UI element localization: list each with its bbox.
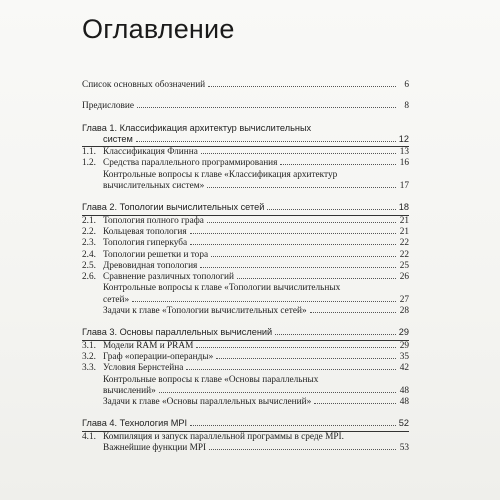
toc-entry[interactable] <box>82 397 409 408</box>
leader-dots <box>201 153 396 154</box>
leader-dots <box>207 222 396 223</box>
chapter-title: Топологии вычислительных сетей <box>119 202 265 213</box>
leader-dots <box>196 347 396 348</box>
toc-entry-text: Список основных обозначений <box>82 80 206 90</box>
section-number: 4.1. <box>82 431 96 442</box>
chapter-prefix: Глава 3. <box>82 327 118 338</box>
toc-page-number: 29 <box>398 327 409 338</box>
leader-dots <box>200 267 396 268</box>
chapter-heading[interactable] <box>82 327 409 338</box>
toc-entry-text-cont: вычислительных систем» <box>103 181 205 192</box>
section-number: 2.6. <box>82 272 96 283</box>
section-number: 3.3. <box>82 363 96 374</box>
section-number: 1.2. <box>82 158 96 169</box>
toc-entry-text-cont: вычислений» <box>103 385 156 396</box>
toc-entry[interactable] <box>82 363 409 374</box>
toc-page-number: 22 <box>399 238 409 249</box>
toc-entry[interactable] <box>82 238 409 249</box>
toc-entry-text: Предисловие <box>82 101 134 112</box>
toc-entry-text: Контрольные вопросы к главе «Основы параллельных <box>103 374 319 385</box>
table-of-contents <box>82 80 409 454</box>
leader-dots <box>190 244 396 245</box>
chapter-heading[interactable] <box>82 418 409 429</box>
page-title: Оглавление <box>82 14 235 44</box>
leader-dots <box>190 233 396 234</box>
bleed-through-text <box>295 0 500 75</box>
toc-entry[interactable] <box>82 443 409 454</box>
toc-entry[interactable] <box>82 80 409 91</box>
toc-page-number: 12 <box>398 133 409 144</box>
chapter-prefix: Глава 2. <box>82 202 118 213</box>
toc-entry[interactable] <box>82 216 409 227</box>
leader-dots <box>208 86 396 87</box>
chapter-title-cont: систем <box>103 133 133 144</box>
section-number: 3.2. <box>82 351 96 362</box>
toc-entry[interactable] <box>82 432 409 443</box>
section-number: 2.2. <box>82 226 96 237</box>
toc-entry-text: Классификация Флинна <box>103 147 198 158</box>
toc-page-number: 17 <box>399 181 409 192</box>
toc-entry[interactable] <box>82 341 409 352</box>
toc-entry[interactable] <box>82 250 409 261</box>
leader-dots <box>132 301 396 302</box>
chapter-title: Технология MPI <box>119 418 188 429</box>
section-number: 2.3. <box>82 238 96 249</box>
toc-entry-text: Сравнение различных топологий <box>103 272 234 283</box>
toc-entry[interactable] <box>82 375 409 398</box>
chapter-prefix: Глава 1. <box>82 122 118 133</box>
toc-entry-text: Задачи к главе «Топологии вычислительных сетей» <box>103 306 307 317</box>
toc-entry[interactable] <box>82 147 409 158</box>
toc-entry[interactable] <box>82 101 409 112</box>
toc-entry-text: Топология полного графа <box>103 215 204 226</box>
leader-dots <box>186 369 396 370</box>
leader-dots <box>216 358 396 359</box>
toc-page-number: 52 <box>398 418 409 429</box>
toc-page-number: 13 <box>399 147 409 158</box>
toc-entry-text: Задачи к главе «Основы параллельных вычислений» <box>103 397 312 408</box>
toc-entry[interactable] <box>82 227 409 238</box>
chapter-prefix: Глава 4. <box>82 418 118 429</box>
section-number: 2.5. <box>82 260 96 271</box>
toc-page-number: 26 <box>399 272 409 283</box>
toc-entry-text: Топологии решетки и тора <box>103 249 209 260</box>
leader-dots <box>209 449 396 450</box>
toc-page-number: 6 <box>404 80 409 90</box>
leader-dots <box>280 164 396 165</box>
section-number: 2.1. <box>82 215 96 226</box>
chapter-title: Основы параллельных вычислений <box>119 327 273 338</box>
toc-page-number: 48 <box>399 385 409 396</box>
toc-entry[interactable] <box>82 352 409 363</box>
toc-entry-text-cont: сетей» <box>103 294 130 305</box>
toc-entry[interactable] <box>82 261 409 272</box>
toc-entry-text: Средства параллельного программирования <box>103 158 278 169</box>
toc-page-number: 16 <box>399 158 409 169</box>
toc-page-number: 27 <box>399 294 409 305</box>
toc-entry-text: Модели RAM и PRAM <box>103 340 194 351</box>
leader-dots <box>137 107 396 108</box>
toc-page-number: 18 <box>398 202 409 213</box>
section-number: 2.4. <box>82 249 96 260</box>
leader-dots <box>190 425 396 426</box>
toc-entry[interactable] <box>82 170 409 193</box>
section-number: 3.1. <box>82 340 96 351</box>
section-number: 1.1. <box>82 147 96 158</box>
toc-entry[interactable] <box>82 158 409 169</box>
toc-entry-text: Кольцевая топология <box>103 226 187 237</box>
toc-entry-text: Контрольные вопросы к главе «Классификация архитектур <box>103 169 338 180</box>
toc-entry-text: Контрольные вопросы к главе «Топологии вычислительных <box>103 283 341 294</box>
toc-entry-text: Топология гиперкуба <box>103 238 188 249</box>
chapter-heading[interactable] <box>82 202 409 213</box>
leader-dots <box>275 334 396 335</box>
toc-page-number: 28 <box>399 306 409 317</box>
leader-dots <box>267 209 395 210</box>
chapter-title: Классификация архитектур вычислительных <box>119 122 312 133</box>
toc-page-number: 22 <box>399 249 409 260</box>
toc-page-number: 53 <box>399 443 409 454</box>
leader-dots <box>314 403 396 404</box>
toc-page-number: 25 <box>399 260 409 271</box>
toc-page-number: 21 <box>399 215 409 226</box>
toc-entry[interactable] <box>82 272 409 283</box>
toc-entry[interactable] <box>82 306 409 317</box>
chapter-heading[interactable] <box>82 123 409 146</box>
leader-dots <box>136 141 396 142</box>
leader-dots <box>211 256 396 257</box>
toc-entry-text: Важнейшие функции MPI <box>103 443 207 454</box>
toc-page-number: 48 <box>399 397 409 408</box>
toc-page-number: 21 <box>399 226 409 237</box>
leader-dots <box>207 187 396 188</box>
toc-entry[interactable] <box>82 283 409 306</box>
toc-entry-text: Древовидная топология <box>103 260 198 271</box>
toc-entry-text: Граф «операции-операнды» <box>103 351 214 362</box>
toc-entry-text: Компиляция и запуск параллельной программы в среде MPI. <box>103 431 344 442</box>
leader-dots <box>237 278 396 279</box>
toc-page-number: 8 <box>404 101 409 112</box>
leader-dots <box>159 392 396 393</box>
toc-entry-text: Условия Бернстейна <box>103 363 184 374</box>
toc-page-number: 29 <box>399 340 409 351</box>
leader-dots <box>310 312 396 313</box>
toc-page-number: 35 <box>399 351 409 362</box>
toc-page-number: 42 <box>399 363 409 374</box>
